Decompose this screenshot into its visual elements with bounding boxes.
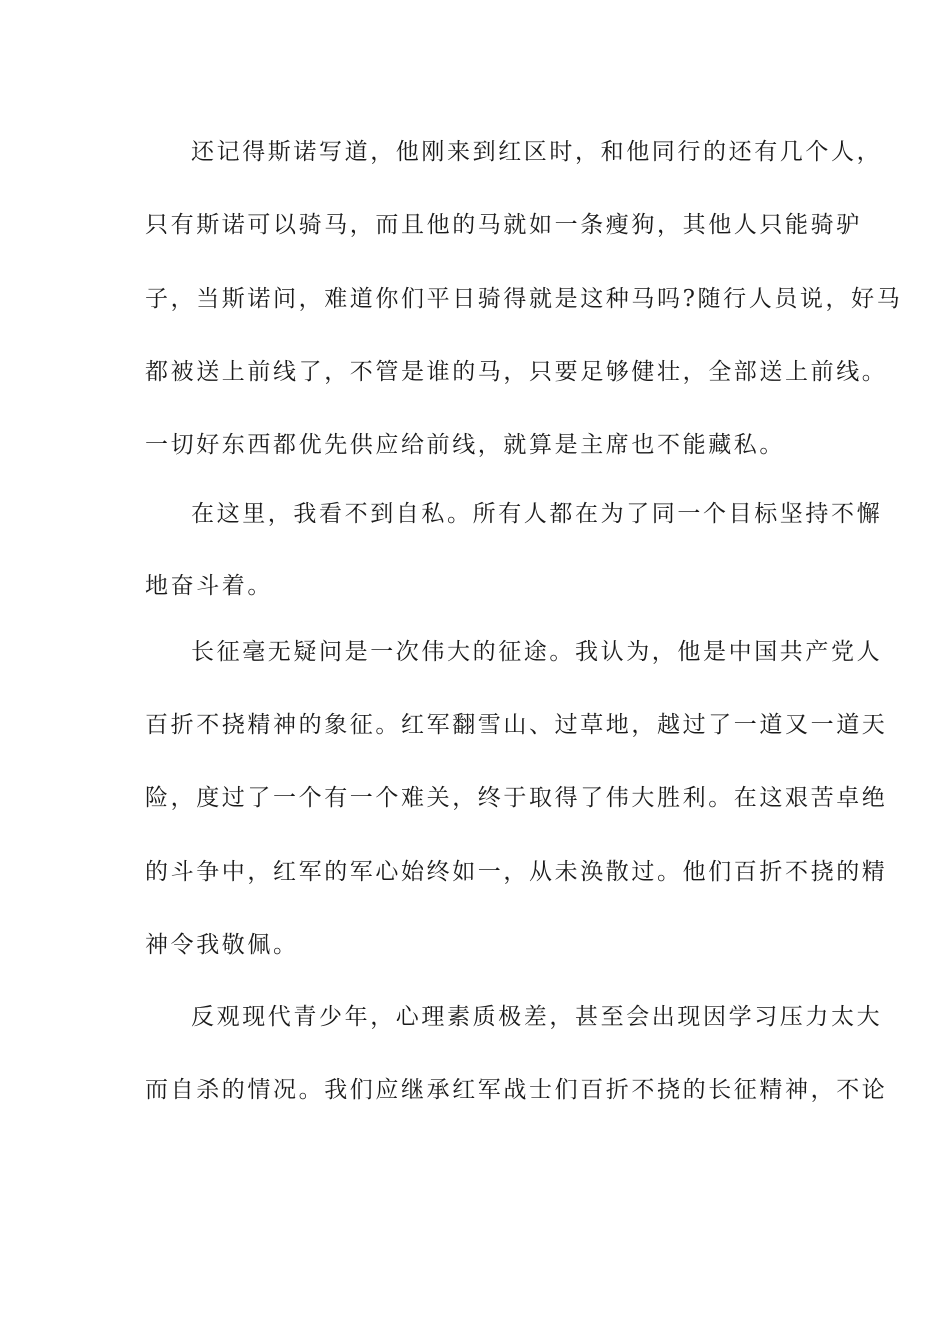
paragraph-1-line-1: 还记得斯诺写道，他刚来到红区时，和他同行的还有几个人， [191,139,883,165]
paragraph-3-line-1: 长征毫无疑问是一次伟大的征途。我认为，他是中国共产党人 [191,639,883,665]
paragraph-4-line-2: 而自杀的情况。我们应继承红军战士们百折不挠的长征精神，不论 [145,1077,888,1103]
paragraph-1-line-2: 只有斯诺可以骑马，而且他的马就如一条瘦狗，其他人只能骑驴 [145,212,862,238]
paragraph-1-line-4: 都被送上前线了，不管是谁的马，只要足够健壮，全部送上前线。 [145,359,888,385]
paragraph-1-line-3: 子，当斯诺问，难道你们平日骑得就是这种马吗?随行人员说，好马 [145,286,903,312]
paragraph-3-line-3: 险，度过了一个有一个难关，终于取得了伟大胜利。在这艰苦卓绝 [145,785,888,811]
paragraph-2-line-1: 在这里，我看不到自私。所有人都在为了同一个目标坚持不懈 [191,501,883,527]
paragraph-1-line-5: 一切好东西都优先供应给前线，就算是主席也不能藏私。 [145,432,785,458]
paragraph-3-line-2: 百折不挠精神的象征。红军翻雪山、过草地，越过了一道又一道天 [145,712,888,738]
paragraph-3-line-5: 神令我敬佩。 [145,932,299,958]
paragraph-3-line-4: 的斗争中，红军的军心始终如一，从未涣散过。他们百折不挠的精 [145,859,888,885]
paragraph-2-line-2: 地奋斗着。 [145,573,273,599]
paragraph-4-line-1: 反观现代青少年，心理素质极差，甚至会出现因学习压力太大 [191,1004,883,1030]
